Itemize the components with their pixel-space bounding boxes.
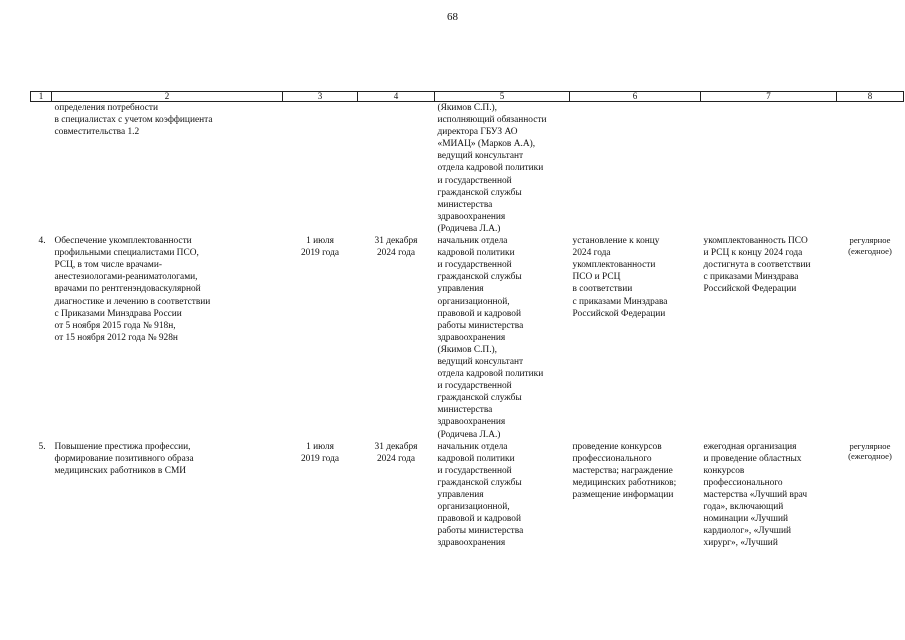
cell-number	[31, 102, 52, 236]
text-line: хирург», «Лучший	[703, 538, 778, 549]
cell-start-date	[283, 441, 358, 550]
text-line: от 5 ноября 2015 года № 918н,	[54, 320, 176, 331]
text-line: анестезиологами-реаниматологами,	[54, 272, 198, 283]
text-line: профессионального	[572, 453, 652, 464]
text-line: с приказами Минздрава	[572, 296, 668, 307]
col-header-1: 1	[31, 92, 52, 102]
text-line: регулярное	[849, 235, 891, 246]
cell-indicator	[701, 441, 837, 550]
cell-number: 4.	[38, 236, 46, 247]
text-line: 31 декабря	[374, 236, 418, 247]
cell-indicator	[701, 235, 837, 441]
text-line: кадровой политики	[437, 453, 515, 464]
cell-activity	[52, 235, 283, 441]
text-line: размещение информации	[572, 490, 674, 500]
text-line: и РСЦ к концу 2024 года	[703, 248, 803, 259]
text-line: и государственной	[437, 175, 512, 186]
text-line: медицинских работников в СМИ	[54, 465, 187, 476]
text-line: 2024 года	[376, 248, 416, 259]
text-line: в специалистах с учетом коэффициента	[54, 115, 213, 126]
text-line: организационной,	[437, 502, 510, 513]
cell-periodicity	[837, 441, 904, 550]
text-line: Обеспечение укомплектованности	[54, 236, 192, 247]
text-line: мастерства; награждение	[572, 465, 673, 476]
table-row	[31, 102, 904, 236]
text-line: в соответствии	[572, 284, 633, 295]
text-line: ежегодная организация	[703, 441, 797, 452]
cell-activity	[52, 441, 283, 550]
cell-end-date	[358, 102, 435, 236]
cell-start-date	[283, 102, 358, 236]
text-line: гражданской службы	[437, 272, 522, 283]
text-line: директора ГБУЗ АО	[437, 127, 518, 138]
text-line: здравоохранения	[437, 332, 506, 343]
col-header-5: 5	[435, 92, 570, 102]
text-line: министерства	[437, 199, 493, 210]
text-line: номинации «Лучший	[703, 514, 789, 525]
text-line: врачами по рентгенэндоваскулярной	[54, 284, 201, 295]
cell-number: 5.	[38, 441, 46, 452]
text-line: и проведение областных	[703, 453, 802, 464]
text-line: работы министерства	[437, 526, 524, 537]
text-line: конкурсов	[703, 465, 745, 476]
cell-periodicity	[837, 235, 904, 441]
text-line: кадровой политики	[437, 248, 515, 259]
text-line: достигнута в соответствии	[703, 260, 811, 271]
text-line: 2019 года	[300, 453, 340, 464]
text-line: ПСО и РСЦ	[572, 272, 621, 283]
plan-table	[30, 91, 904, 549]
cell-responsible	[435, 102, 570, 236]
text-line: 31 декабря	[374, 441, 418, 452]
text-line: (Якимов С.П.),	[437, 103, 498, 113]
text-line: управления	[437, 490, 484, 500]
text-line: 1 июля	[306, 236, 334, 247]
text-line: диагностике и лечению в соответствии	[54, 296, 211, 307]
cell-activity	[52, 102, 283, 236]
text-line: ведущий консультант	[437, 151, 524, 162]
text-line: организационной,	[437, 296, 510, 307]
col-header-3: 3	[283, 92, 358, 102]
text-line: «МИАЦ» (Марков А.А),	[437, 139, 536, 150]
text-line: совместительства 1.2	[54, 127, 140, 138]
text-line: укомплектованность ПСО	[703, 236, 808, 247]
cell-end-date	[358, 235, 435, 441]
text-line: (ежегодное)	[848, 451, 892, 462]
cell-indicator	[701, 102, 837, 236]
col-header-6: 6	[570, 92, 701, 102]
text-line: от 15 ноября 2012 года № 928н	[54, 332, 178, 343]
text-line: мастерства «Лучший врач	[703, 490, 808, 500]
table-header-row	[31, 92, 904, 102]
text-line: Повышение престижа профессии,	[54, 441, 191, 452]
col-header-8: 8	[837, 92, 904, 102]
text-line: проведение конкурсов	[572, 441, 662, 452]
text-line: профессионального	[703, 477, 783, 488]
text-line: Российской Федерации	[703, 284, 797, 295]
text-line: ведущий консультант	[437, 356, 524, 367]
text-line: здравоохранения	[437, 211, 506, 222]
text-line: РСЦ, в том числе врачами-	[54, 260, 162, 271]
text-line: профильными специалистами ПСО,	[54, 248, 199, 259]
text-line: (Родичева Л.А.)	[437, 429, 501, 440]
text-line: установление к концу	[572, 236, 660, 247]
text-line: с Приказами Минздрава России	[54, 308, 182, 319]
text-line: укомплектованности	[572, 260, 656, 271]
text-line: регулярное	[849, 440, 891, 451]
text-line: 1 июля	[306, 441, 334, 452]
text-line: здравоохранения	[437, 538, 506, 549]
text-line: отдела кадровой политики	[437, 369, 544, 380]
cell-result	[570, 102, 701, 236]
text-line: (ежегодное)	[848, 245, 892, 256]
cell-result	[570, 441, 701, 550]
text-line: 2024 года	[572, 248, 611, 259]
text-line: отдела кадровой политики	[437, 163, 544, 174]
text-line: начальник отдела	[437, 441, 508, 452]
text-line: здравоохранения	[437, 417, 506, 428]
text-line: 2024 года	[376, 453, 416, 464]
col-header-7: 7	[701, 92, 837, 102]
cell-responsible	[435, 441, 570, 550]
text-line: Российской Федерации	[572, 308, 666, 319]
table-row	[31, 235, 904, 441]
text-line: 2019 года	[300, 248, 340, 259]
text-line: гражданской службы	[437, 477, 522, 488]
text-line: года», включающий	[703, 502, 784, 513]
text-line: с приказами Минздрава	[703, 272, 799, 283]
text-line: гражданской службы	[437, 393, 522, 404]
text-line: и государственной	[437, 465, 512, 476]
cell-result	[570, 235, 701, 441]
page-number: 68	[447, 11, 458, 23]
text-line: работы министерства	[437, 320, 524, 331]
cell-end-date	[358, 441, 435, 550]
col-header-4: 4	[358, 92, 435, 102]
text-line: исполняющий обязанности	[437, 115, 547, 126]
cell-start-date	[283, 235, 358, 441]
text-line: управления	[437, 284, 484, 295]
cell-periodicity	[837, 102, 904, 236]
text-line: (Родичева Л.А.)	[437, 223, 501, 234]
text-line: гражданской службы	[437, 187, 522, 198]
text-line: определения потребности	[54, 103, 159, 113]
text-line: правовой и кадровой	[437, 514, 521, 525]
col-header-2: 2	[52, 92, 283, 102]
text-line: формирование позитивного образа	[54, 453, 194, 464]
text-line: (Якимов С.П.),	[437, 344, 498, 355]
text-line: кардиолог», «Лучший	[703, 526, 792, 537]
cell-responsible	[435, 235, 570, 441]
table-row	[31, 441, 904, 550]
text-line: правовой и кадровой	[437, 308, 521, 319]
text-line: и государственной	[437, 260, 512, 271]
text-line: министерства	[437, 405, 493, 416]
text-line: и государственной	[437, 381, 512, 392]
text-line: медицинских работников;	[572, 477, 677, 488]
text-line: начальник отдела	[437, 236, 508, 247]
